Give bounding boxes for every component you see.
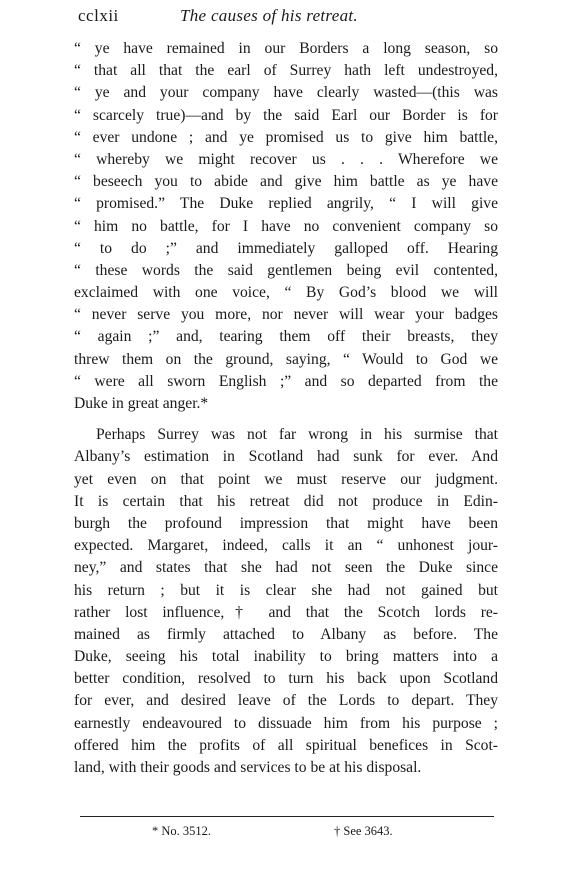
text-line: “ these words the said gentlemen being evil contented,	[74, 261, 498, 279]
text-line: Albany’s estimation in Scotland had sunk for ever. And	[74, 448, 498, 466]
text-line: ney,” and states that she had not seen the Duke since	[74, 559, 498, 577]
text-line: Duke in great anger.*	[74, 395, 209, 412]
text-line: “ ye and your company have clearly wasted—(this was	[74, 84, 498, 102]
text-line: “ were all sworn English ;” and so departed from the	[74, 372, 498, 390]
text-line: yet even on that point we must reserve our judgment.	[74, 470, 498, 488]
paragraph-quotation	[74, 38, 498, 415]
text-line: “ again ;” and, tearing them off their breasts, they	[74, 328, 498, 346]
text-line: “ never serve you more, nor never will wear your badges	[74, 306, 498, 324]
text-line: “ scarcely true)—and by the said Earl our Border is for	[74, 106, 498, 124]
text-line: mained as firmly attached to Albany as before. The	[74, 625, 498, 643]
text-line: his return ; but it is clear she had not gained but	[74, 581, 498, 599]
body-text	[74, 38, 498, 779]
footnote-2: † See 3643.	[334, 824, 393, 838]
text-line: It is certain that his retreat did not produce in Edin-	[74, 492, 498, 510]
text-line: “ him no battle, for I have no convenient company so	[74, 217, 498, 235]
footnote-1: * No. 3512.	[152, 824, 212, 838]
text-line: earnestly endeavoured to dissuade him from his purpose ;	[74, 714, 498, 732]
text-line: Duke, seeing his total inability to bring matters into a	[74, 648, 498, 666]
text-line: “ beseech you to abide and give him battle as ye have	[74, 173, 498, 191]
text-line: Perhaps Surrey was not far wrong in his surmise that	[96, 426, 498, 444]
text-line: “ promised.” The Duke replied angrily, “ I will give	[74, 195, 498, 213]
text-line: for ever, and desired leave of the Lords to depart. They	[74, 692, 498, 710]
footnotes	[80, 824, 494, 844]
running-title: The causes of his retreat.	[180, 6, 358, 25]
text-line: offered him the profits of all spiritual benefices in Scot-	[74, 736, 498, 754]
text-line: expected. Margaret, indeed, calls it an “ unhonest jour-	[74, 537, 498, 555]
text-line: rather lost influence,† and that the Scotch lords re-	[74, 603, 498, 621]
page-number: cclxii	[78, 6, 119, 25]
text-line: “ to do ;” and immediately galloped off. Hearing	[74, 239, 498, 257]
text-line: “ that all that the earl of Surrey hath left undestroyed,	[74, 62, 498, 80]
paragraph-commentary	[74, 424, 498, 779]
text-line: burgh the profound impression that might have been	[74, 514, 498, 532]
text-line: “ ye have remained in our Borders a long season, so	[74, 40, 498, 57]
page-header	[78, 6, 498, 32]
footnote-rule	[80, 816, 494, 817]
text-line: threw them on the ground, saying, “ Would to God we	[74, 350, 498, 368]
text-line: “ ever undone ; and ye promised us to give him battle,	[74, 128, 498, 146]
text-line: “ whereby we might recover us . . . Wherefore we	[74, 150, 498, 168]
text-line: exclaimed with one voice, “ By God’s blood we will	[74, 284, 498, 302]
text-line: land, with their goods and services to be at his disposal.	[74, 759, 422, 776]
text-line: better condition, resolved to turn his back upon Scotland	[74, 670, 498, 688]
